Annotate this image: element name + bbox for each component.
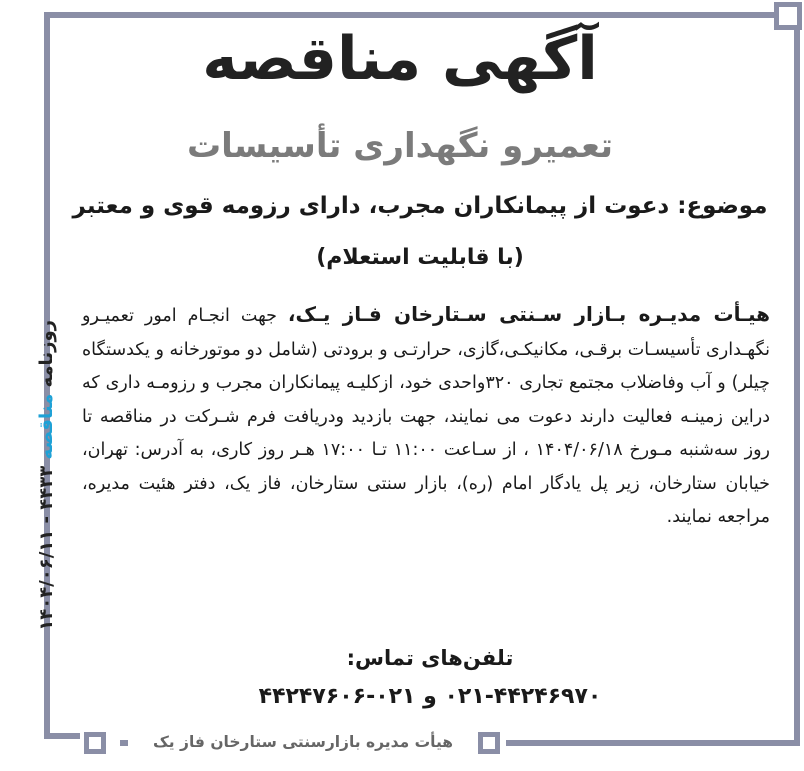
page-title: آگهی مناقصه [202, 24, 598, 94]
page-subtitle: تعمیرو نگهداری تأسیسات [187, 126, 613, 166]
side-label-issue-date: ۴۴۳۳ - ۱۴۰۴/۰۶/۱۱ [36, 459, 57, 631]
body-lead: هیـأت مدیـره بـازار سـنتی سـتارخان فـاز یـک، [287, 302, 770, 326]
corner-square-bottom-middle [478, 732, 500, 754]
subject-line: موضوع: دعوت از پیمانکاران مجرب، دارای رزومه قوی و معتبر [72, 193, 768, 219]
frame-bottom-border-right [506, 740, 800, 746]
frame-right-border [794, 30, 800, 742]
contact-title: تلفن‌های تماس: [346, 646, 514, 670]
frame-bottom-border-left [44, 733, 80, 739]
contact-phone-numbers: ۰۲۱-۴۴۲۴۶۹۷۰ و ۰۲۱-۴۴۲۴۷۶۰۶ [258, 684, 602, 709]
side-label-brand: مناقصه [36, 393, 57, 460]
corner-square-bottom-left [84, 732, 106, 754]
frame-top-border [44, 12, 782, 18]
subject-note: (با قابلیت استعلام) [316, 245, 524, 270]
side-label-prefix: روزنامه [36, 320, 57, 394]
corner-square-top-right [774, 2, 802, 30]
body-text: جهت انجـام امور تعمیـرو نگهـداری تأسیسـات برقـی، مکانیکـی،گازی، حرارتـی و برودتی (شامل دو موتورخانه و یکدستگاه چیلر) و آب وفاضلاب مجتمع تجاری ۳۲۰واحدی خود، ازکلیـه پیمانکاران مجرب و رزومـه داری که دراین زمینـه فعالیت دارند دعوت می نمایند، جهت بازدید ودریافت فرم شـرکت در مناقصه تا روز سه‌شنبه مـورخ ۱۴۰۴/۰۶/۱۸ ، از سـاعت ۱۱:۰۰ تـا ۱۷:۰۰ هـر روز کاری، به آدرس: تهران، خیابان ستارخان، زیر پل یادگار امام (ره)، بازار سنتی ستارخان، فاز یک، دفتر هئیت مدیره، مراجعه نمایند. [82, 306, 771, 527]
frame-bottom-border-middle [120, 740, 128, 746]
announcement-body [82, 298, 770, 535]
newspaper-side-label [36, 320, 66, 631]
footer-signature: هیأت مدیره بازارسنتی ستارخان فاز یک [152, 733, 454, 751]
